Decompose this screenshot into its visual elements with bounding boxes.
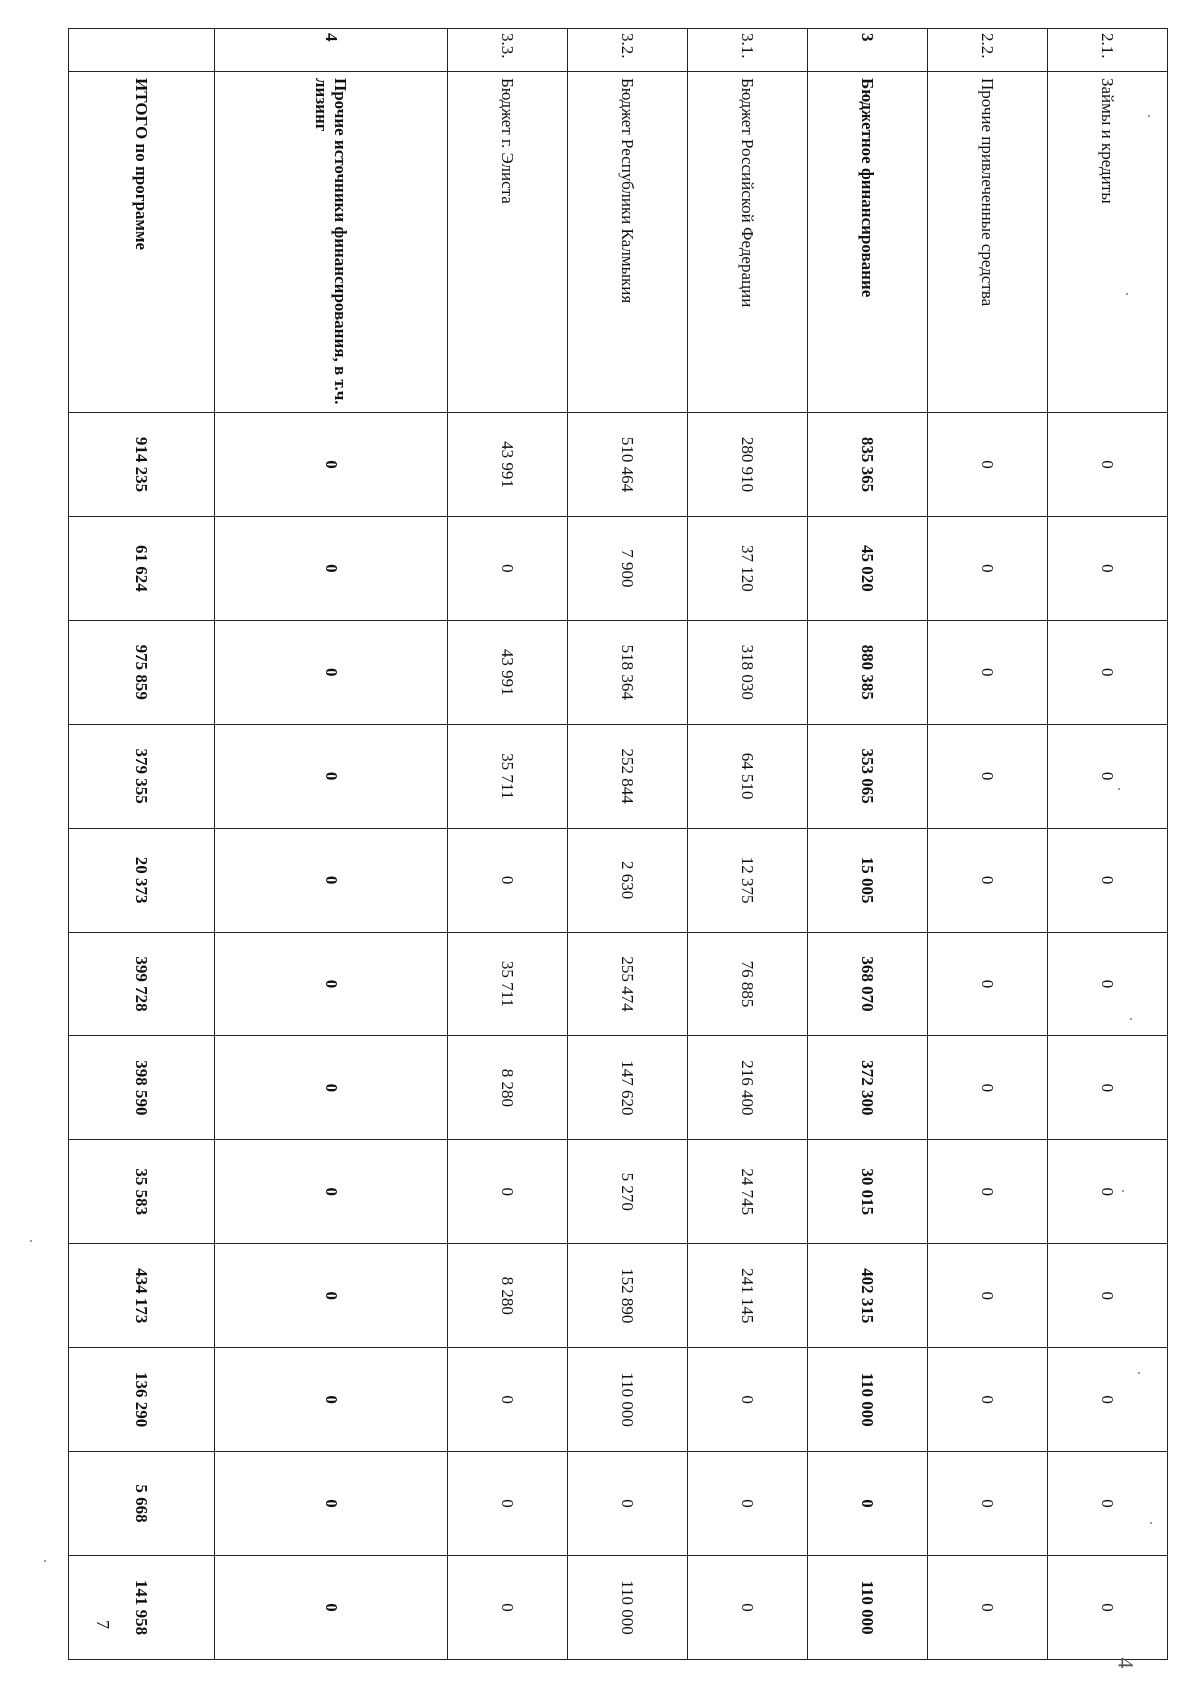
value-cell: 0	[1047, 1140, 1167, 1244]
value-cell: 0	[567, 1452, 687, 1556]
value-cell: 0	[807, 1452, 927, 1556]
value-cell: 141 958	[69, 1555, 215, 1659]
value-cell: 368 070	[807, 932, 927, 1036]
value-cell: 0	[1047, 1555, 1167, 1659]
value-cell: 398 590	[69, 1036, 215, 1140]
value-cell: 110 000	[807, 1555, 927, 1659]
value-cell: 0	[927, 413, 1047, 517]
value-cell: 0	[214, 1036, 447, 1140]
value-cell: 0	[1047, 1452, 1167, 1556]
value-cell: 0	[687, 1348, 807, 1452]
row-label: ИТОГО по программе	[69, 72, 215, 413]
table-row	[807, 29, 927, 1660]
value-cell: 0	[447, 1140, 567, 1244]
value-cell: 8 280	[447, 1244, 567, 1348]
value-cell: 835 365	[807, 413, 927, 517]
value-cell: 0	[447, 1555, 567, 1659]
value-cell: 379 355	[69, 724, 215, 828]
value-cell: 880 385	[807, 620, 927, 724]
value-cell: 0	[214, 1452, 447, 1556]
value-cell: 76 885	[687, 932, 807, 1036]
row-label: Займы и кредиты	[1047, 72, 1167, 413]
value-cell: 402 315	[807, 1244, 927, 1348]
value-cell: 15 005	[807, 828, 927, 932]
value-cell: 0	[214, 1140, 447, 1244]
scan-speck	[1130, 1018, 1132, 1020]
scan-speck	[30, 1240, 32, 1242]
value-cell: 434 173	[69, 1244, 215, 1348]
scan-speck	[1138, 1372, 1140, 1374]
value-cell: 0	[927, 1452, 1047, 1556]
value-cell: 5 668	[69, 1452, 215, 1556]
value-cell: 37 120	[687, 516, 807, 620]
value-cell: 372 300	[807, 1036, 927, 1140]
value-cell: 61 624	[69, 516, 215, 620]
value-cell: 252 844	[567, 724, 687, 828]
row-label: Бюджет Российской Федерации	[687, 72, 807, 413]
value-cell: 30 015	[807, 1140, 927, 1244]
row-number: 3.1.	[687, 29, 807, 72]
value-cell: 0	[214, 1348, 447, 1452]
value-cell: 0	[1047, 724, 1167, 828]
value-cell: 35 583	[69, 1140, 215, 1244]
value-cell: 24 745	[687, 1140, 807, 1244]
value-cell: 353 065	[807, 724, 927, 828]
value-cell: 0	[687, 1452, 807, 1556]
value-cell: 0	[214, 516, 447, 620]
scan-speck	[1150, 1522, 1152, 1524]
value-cell: 0	[927, 724, 1047, 828]
value-cell: 0	[1047, 1244, 1167, 1348]
value-cell: 45 020	[807, 516, 927, 620]
value-cell: 0	[214, 1555, 447, 1659]
value-cell: 8 280	[447, 1036, 567, 1140]
financing-table	[68, 28, 1168, 1660]
row-number: 4	[214, 29, 447, 72]
table-row	[687, 29, 807, 1660]
value-cell: 0	[927, 1244, 1047, 1348]
value-cell: 0	[927, 932, 1047, 1036]
table-row	[1047, 29, 1167, 1660]
value-cell: 35 711	[447, 724, 567, 828]
value-cell: 110 000	[807, 1348, 927, 1452]
value-cell: 318 030	[687, 620, 807, 724]
value-cell: 0	[927, 1036, 1047, 1140]
value-cell: 0	[1047, 413, 1167, 517]
value-cell: 0	[214, 828, 447, 932]
value-cell: 0	[927, 620, 1047, 724]
value-cell: 0	[447, 1348, 567, 1452]
value-cell: 0	[447, 828, 567, 932]
value-cell: 0	[927, 828, 1047, 932]
value-cell: 0	[214, 413, 447, 517]
scan-speck	[1148, 115, 1150, 117]
table-row	[567, 29, 687, 1660]
row-number	[69, 29, 215, 72]
scan-speck	[1126, 293, 1128, 295]
value-cell: 5 270	[567, 1140, 687, 1244]
value-cell: 7 900	[567, 516, 687, 620]
value-cell: 0	[214, 932, 447, 1036]
value-cell: 20 373	[69, 828, 215, 932]
value-cell: 0	[214, 724, 447, 828]
value-cell: 12 375	[687, 828, 807, 932]
value-cell: 0	[927, 1140, 1047, 1244]
scan-speck	[44, 1560, 46, 1562]
table-row	[214, 29, 447, 1660]
row-number: 2.2.	[927, 29, 1047, 72]
value-cell: 0	[927, 1348, 1047, 1452]
row-number: 3.3.	[447, 29, 567, 72]
row-label: Прочие источники финансирования, в т.ч. лизинг	[214, 72, 447, 413]
value-cell: 241 145	[687, 1244, 807, 1348]
value-cell: 0	[447, 516, 567, 620]
value-cell: 0	[927, 1555, 1047, 1659]
value-cell: 255 474	[567, 932, 687, 1036]
value-cell: 64 510	[687, 724, 807, 828]
value-cell: 110 000	[567, 1348, 687, 1452]
row-label: Бюджет Республики Калмыкия	[567, 72, 687, 413]
rotated-table-container	[68, 28, 1168, 1660]
value-cell: 147 620	[567, 1036, 687, 1140]
value-cell: 914 235	[69, 413, 215, 517]
value-cell: 510 464	[567, 413, 687, 517]
value-cell: 0	[1047, 1348, 1167, 1452]
value-cell: 0	[214, 620, 447, 724]
value-cell: 518 364	[567, 620, 687, 724]
value-cell: 399 728	[69, 932, 215, 1036]
value-cell: 43 991	[447, 620, 567, 724]
value-cell: 136 290	[69, 1348, 215, 1452]
row-label: Прочие привлеченные средства	[927, 72, 1047, 413]
handwritten-mark: 4	[1113, 1657, 1139, 1669]
value-cell: 0	[1047, 516, 1167, 620]
row-number: 3.2.	[567, 29, 687, 72]
value-cell: 280 910	[687, 413, 807, 517]
table-row	[69, 29, 215, 1660]
value-cell: 2 630	[567, 828, 687, 932]
value-cell: 975 859	[69, 620, 215, 724]
value-cell: 0	[1047, 828, 1167, 932]
value-cell: 43 991	[447, 413, 567, 517]
table-row	[927, 29, 1047, 1660]
row-label: Бюджет г. Элиста	[447, 72, 567, 413]
value-cell: 0	[1047, 1036, 1167, 1140]
value-cell: 0	[447, 1452, 567, 1556]
value-cell: 110 000	[567, 1555, 687, 1659]
scan-speck	[1122, 1190, 1124, 1192]
row-number: 3	[807, 29, 927, 72]
row-number: 2.1.	[1047, 29, 1167, 72]
table-row	[447, 29, 567, 1660]
row-label: Бюджетное финансирование	[807, 72, 927, 413]
value-cell: 0	[1047, 620, 1167, 724]
value-cell: 0	[687, 1555, 807, 1659]
page-number: 7	[93, 1620, 113, 1629]
scan-speck	[1118, 788, 1120, 790]
value-cell: 35 711	[447, 932, 567, 1036]
value-cell: 0	[927, 516, 1047, 620]
value-cell: 152 890	[567, 1244, 687, 1348]
value-cell: 216 400	[687, 1036, 807, 1140]
value-cell: 0	[214, 1244, 447, 1348]
value-cell: 0	[1047, 932, 1167, 1036]
